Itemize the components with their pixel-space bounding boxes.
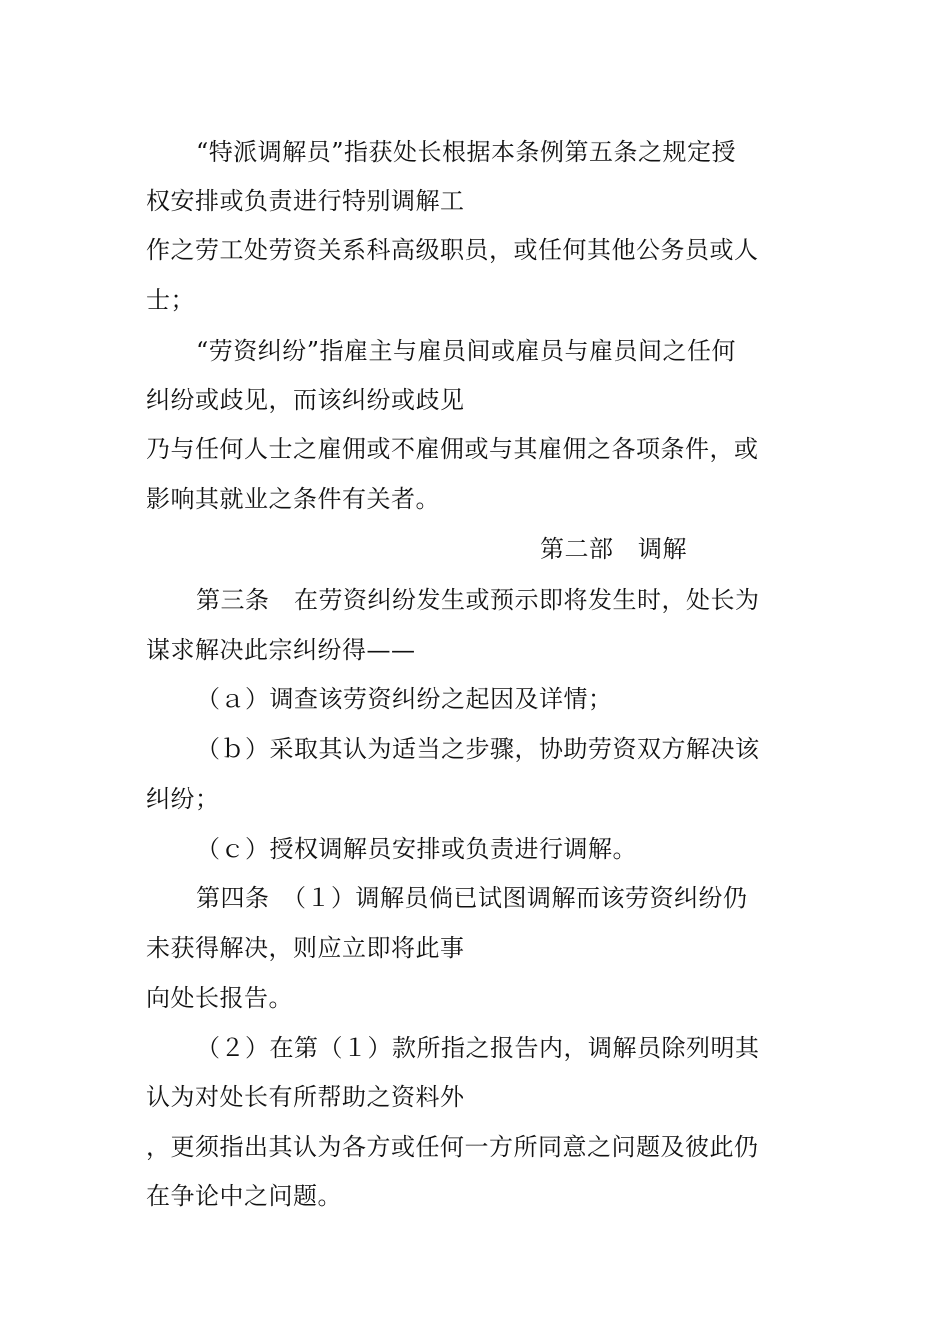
paragraph-line: 谋求解决此宗纠纷得—— [146, 636, 416, 664]
paragraph-line: 未获得解决，则应立即将此事 [146, 934, 465, 962]
paragraph-line: （ｃ）授权调解员安排或负责进行调解。 [196, 835, 637, 863]
paragraph-line: 向处长报告。 [146, 984, 293, 1012]
paragraph-line: 第四条 （１）调解员倘已试图调解而该劳资纠纷仍 [196, 884, 748, 912]
paragraph-line: 纠纷； [146, 785, 220, 813]
paragraph-line: 影响其就业之条件有关者。 [146, 485, 440, 513]
paragraph-line: “劳资纠纷”指雇主与雇员间或雇员与雇员间之任何 [196, 337, 737, 365]
paragraph-line: 纠纷或歧见，而该纠纷或歧见 [146, 386, 465, 414]
paragraph-line: （２）在第（１）款所指之报告内，调解员除列明其 [196, 1034, 760, 1062]
paragraph-line: “特派调解员”指获处长根据本条例第五条之规定授 [196, 138, 737, 166]
paragraph-line: （ｂ）采取其认为适当之步骤，协助劳资双方解决该 [196, 735, 760, 763]
paragraph-line: 第三条 在劳资纠纷发生或预示即将发生时，处长为 [196, 586, 760, 614]
paragraph-line: （ａ）调查该劳资纠纷之起因及详情； [196, 685, 613, 713]
paragraph-line: 士； [146, 286, 195, 314]
section-heading: 第二部 调解 [540, 535, 687, 563]
paragraph-line: 在争论中之问题。 [146, 1182, 342, 1210]
paragraph-line: 权安排或负责进行特别调解工 [146, 187, 465, 215]
paragraph-line: 乃与任何人士之雇佣或不雇佣或与其雇佣之各项条件，或 [146, 435, 759, 463]
paragraph-line: 认为对处长有所帮助之资料外 [146, 1083, 465, 1111]
paragraph-line: ，更须指出其认为各方或任何一方所同意之问题及彼此仍 [146, 1133, 759, 1161]
paragraph-line: 作之劳工处劳资关系科高级职员，或任何其他公务员或人 [146, 236, 759, 264]
